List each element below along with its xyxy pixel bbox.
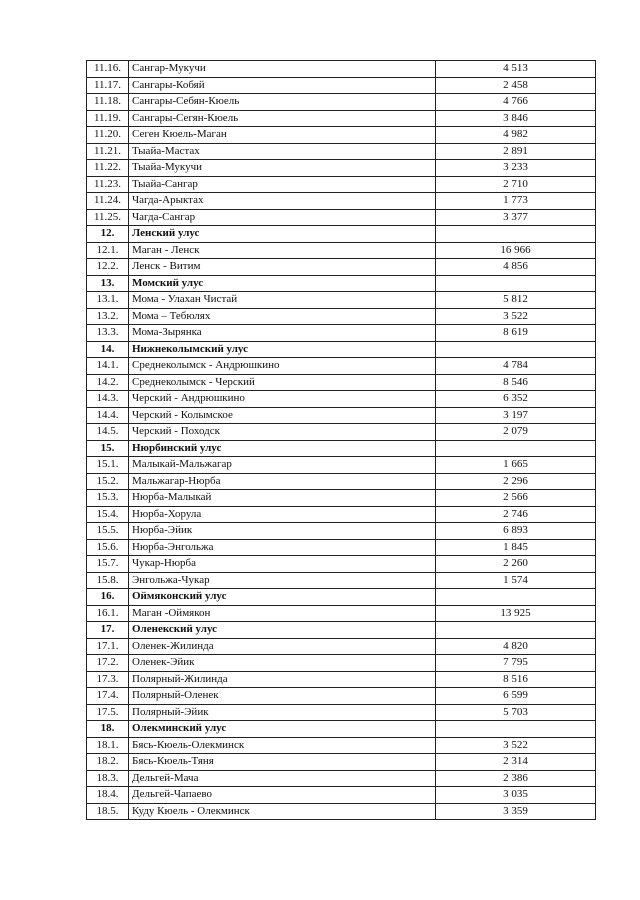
route-name: Чагда-Арыктах [129, 193, 436, 210]
route-name: Маган - Ленск [129, 242, 436, 259]
distance-value: 4 784 [436, 358, 596, 375]
route-name: Бясь-Кюель-Олекминск [129, 737, 436, 754]
table-row [87, 176, 596, 193]
section-number: 14. [87, 341, 129, 358]
table-row [87, 143, 596, 160]
row-number: 15.8. [87, 572, 129, 589]
route-name: Черский - Колымское [129, 407, 436, 424]
section-row [87, 226, 596, 243]
row-number: 14.1. [87, 358, 129, 375]
table-row [87, 770, 596, 787]
row-number: 17.5. [87, 704, 129, 721]
row-number: 17.1. [87, 638, 129, 655]
route-name: Полярный-Оленек [129, 688, 436, 705]
table-row [87, 490, 596, 507]
distance-value: 5 703 [436, 704, 596, 721]
route-name: Дельгей-Чапаево [129, 787, 436, 804]
row-number: 12.1. [87, 242, 129, 259]
section-row [87, 589, 596, 606]
route-name: Тыайа-Сангар [129, 176, 436, 193]
table-row [87, 424, 596, 441]
distance-value: 2 079 [436, 424, 596, 441]
section-title: Оймяконский улус [129, 589, 436, 606]
section-number: 15. [87, 440, 129, 457]
route-name: Полярный-Жилинда [129, 671, 436, 688]
distance-value [436, 341, 596, 358]
table-row [87, 94, 596, 111]
distance-value: 3 522 [436, 737, 596, 754]
distance-value [436, 440, 596, 457]
route-name: Мома – Тебюлях [129, 308, 436, 325]
row-number: 18.1. [87, 737, 129, 754]
distance-value: 3 846 [436, 110, 596, 127]
row-number: 14.2. [87, 374, 129, 391]
table-row [87, 473, 596, 490]
row-number: 11.20. [87, 127, 129, 144]
row-number: 15.3. [87, 490, 129, 507]
row-number: 15.2. [87, 473, 129, 490]
route-name: Сангары-Себян-Кюель [129, 94, 436, 111]
route-name: Среднеколымск - Черский [129, 374, 436, 391]
table-row [87, 308, 596, 325]
distance-value: 8 516 [436, 671, 596, 688]
distance-value: 2 710 [436, 176, 596, 193]
route-name: Нюрба-Малыкай [129, 490, 436, 507]
distance-value: 4 766 [436, 94, 596, 111]
row-number: 11.23. [87, 176, 129, 193]
route-name: Бясь-Кюель-Тяня [129, 754, 436, 771]
row-number: 13.2. [87, 308, 129, 325]
distance-value: 2 566 [436, 490, 596, 507]
row-number: 11.22. [87, 160, 129, 177]
route-name: Черский - Андрюшкино [129, 391, 436, 408]
table-row [87, 407, 596, 424]
distance-value: 6 352 [436, 391, 596, 408]
section-number: 16. [87, 589, 129, 606]
route-name: Ленск - Витим [129, 259, 436, 276]
row-number: 12.2. [87, 259, 129, 276]
distance-value: 4 982 [436, 127, 596, 144]
row-number: 14.3. [87, 391, 129, 408]
section-number: 18. [87, 721, 129, 738]
distance-value: 2 296 [436, 473, 596, 490]
route-name: Куду Кюель - Олекминск [129, 803, 436, 820]
distance-value: 2 746 [436, 506, 596, 523]
distance-value [436, 622, 596, 639]
table-row [87, 292, 596, 309]
route-name: Полярный-Эйик [129, 704, 436, 721]
route-name: Мальжагар-Нюрба [129, 473, 436, 490]
section-number: 17. [87, 622, 129, 639]
row-number: 17.4. [87, 688, 129, 705]
distance-value: 1 773 [436, 193, 596, 210]
route-name: Мома-Зырянка [129, 325, 436, 342]
distance-value: 8 619 [436, 325, 596, 342]
row-number: 11.21. [87, 143, 129, 160]
route-name: Тыайа-Мастах [129, 143, 436, 160]
table-row [87, 506, 596, 523]
distance-table-body [87, 61, 596, 820]
route-name: Нюрба-Энгольжа [129, 539, 436, 556]
table-row [87, 556, 596, 573]
table-row [87, 77, 596, 94]
route-name: Сангары-Сегян-Кюель [129, 110, 436, 127]
table-row [87, 704, 596, 721]
distance-value: 3 359 [436, 803, 596, 820]
route-name: Маган -Оймякон [129, 605, 436, 622]
table-row [87, 688, 596, 705]
distance-value: 1 665 [436, 457, 596, 474]
route-name: Дельгей-Мача [129, 770, 436, 787]
distance-value [436, 275, 596, 292]
table-row [87, 457, 596, 474]
table-row [87, 655, 596, 672]
distance-value: 2 458 [436, 77, 596, 94]
table-row [87, 110, 596, 127]
row-number: 15.7. [87, 556, 129, 573]
section-title: Нюрбинский улус [129, 440, 436, 457]
distance-value [436, 721, 596, 738]
section-row [87, 721, 596, 738]
row-number: 11.16. [87, 61, 129, 78]
route-name: Оленек-Жилинда [129, 638, 436, 655]
row-number: 14.4. [87, 407, 129, 424]
row-number: 15.6. [87, 539, 129, 556]
route-name: Среднеколымск - Андрюшкино [129, 358, 436, 375]
row-number: 18.2. [87, 754, 129, 771]
table-row [87, 754, 596, 771]
row-number: 15.4. [87, 506, 129, 523]
distance-value: 3 522 [436, 308, 596, 325]
distance-value: 2 386 [436, 770, 596, 787]
distance-value [436, 226, 596, 243]
route-name: Нюрба-Эйик [129, 523, 436, 540]
section-title: Олекминский улус [129, 721, 436, 738]
row-number: 17.3. [87, 671, 129, 688]
row-number: 11.17. [87, 77, 129, 94]
table-row [87, 259, 596, 276]
distance-value: 6 599 [436, 688, 596, 705]
distance-value: 7 795 [436, 655, 596, 672]
section-title: Момский улус [129, 275, 436, 292]
table-row [87, 638, 596, 655]
route-name: Чукар-Нюрба [129, 556, 436, 573]
distance-value: 3 035 [436, 787, 596, 804]
row-number: 18.3. [87, 770, 129, 787]
distance-value: 2 891 [436, 143, 596, 160]
table-row [87, 572, 596, 589]
table-row [87, 374, 596, 391]
section-row [87, 440, 596, 457]
table-row [87, 358, 596, 375]
distance-value [436, 589, 596, 606]
distance-value: 13 925 [436, 605, 596, 622]
route-name: Энгольжа-Чукар [129, 572, 436, 589]
route-name: Мома - Улахан Чистай [129, 292, 436, 309]
table-row [87, 523, 596, 540]
route-name: Тыайа-Мукучи [129, 160, 436, 177]
table-row [87, 539, 596, 556]
distance-value: 3 377 [436, 209, 596, 226]
section-title: Оленекский улус [129, 622, 436, 639]
table-row [87, 209, 596, 226]
row-number: 18.5. [87, 803, 129, 820]
route-name: Черский - Походск [129, 424, 436, 441]
distance-value: 3 233 [436, 160, 596, 177]
row-number: 16.1. [87, 605, 129, 622]
section-row [87, 622, 596, 639]
table-row [87, 127, 596, 144]
section-number: 13. [87, 275, 129, 292]
row-number: 11.24. [87, 193, 129, 210]
distance-value: 8 546 [436, 374, 596, 391]
distance-value: 4 820 [436, 638, 596, 655]
distance-value: 2 314 [436, 754, 596, 771]
table-row [87, 803, 596, 820]
distance-table [86, 60, 596, 820]
table-row [87, 671, 596, 688]
table-row [87, 61, 596, 78]
row-number: 15.5. [87, 523, 129, 540]
row-number: 17.2. [87, 655, 129, 672]
row-number: 14.5. [87, 424, 129, 441]
distance-value: 16 966 [436, 242, 596, 259]
distance-value: 2 260 [436, 556, 596, 573]
route-name: Чагда-Сангар [129, 209, 436, 226]
distance-value: 4 856 [436, 259, 596, 276]
table-row [87, 605, 596, 622]
section-title: Ленский улус [129, 226, 436, 243]
distance-value: 5 812 [436, 292, 596, 309]
table-row [87, 737, 596, 754]
route-name: Сеген Кюель-Маган [129, 127, 436, 144]
row-number: 11.19. [87, 110, 129, 127]
table-row [87, 242, 596, 259]
row-number: 13.3. [87, 325, 129, 342]
table-row [87, 325, 596, 342]
section-row [87, 275, 596, 292]
row-number: 18.4. [87, 787, 129, 804]
section-number: 12. [87, 226, 129, 243]
route-name: Нюрба-Хорула [129, 506, 436, 523]
distance-value: 6 893 [436, 523, 596, 540]
distance-value: 4 513 [436, 61, 596, 78]
row-number: 13.1. [87, 292, 129, 309]
route-name: Малыкай-Мальжагар [129, 457, 436, 474]
section-row [87, 341, 596, 358]
distance-value: 3 197 [436, 407, 596, 424]
route-name: Оленек-Эйик [129, 655, 436, 672]
table-row [87, 787, 596, 804]
distance-value: 1 574 [436, 572, 596, 589]
row-number: 11.18. [87, 94, 129, 111]
route-name: Сангар-Мукучи [129, 61, 436, 78]
distance-value: 1 845 [436, 539, 596, 556]
route-name: Сангары-Кобяй [129, 77, 436, 94]
table-row [87, 391, 596, 408]
table-row [87, 160, 596, 177]
row-number: 15.1. [87, 457, 129, 474]
section-title: Нижнеколымский улус [129, 341, 436, 358]
table-row [87, 193, 596, 210]
row-number: 11.25. [87, 209, 129, 226]
